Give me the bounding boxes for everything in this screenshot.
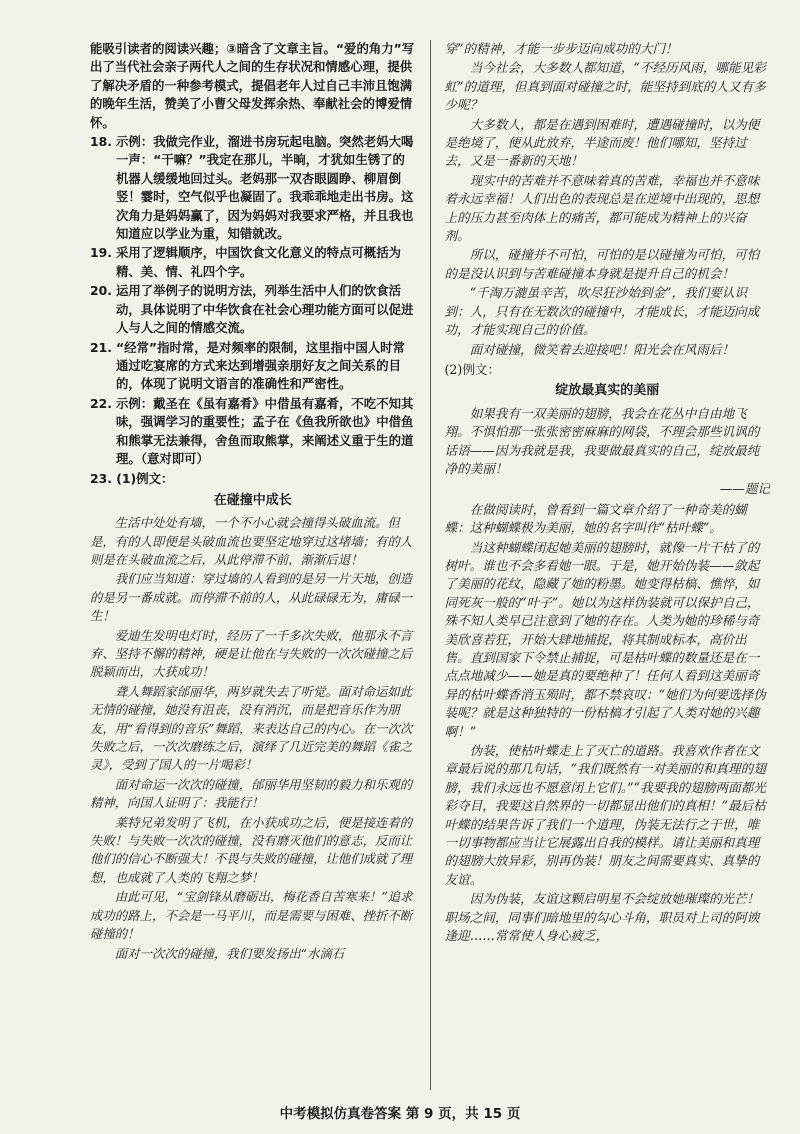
answer-text: 采用了逻辑顺序，中国饮食文化意义的特点可概括为精、美、情、礼四个字。 [116, 245, 401, 279]
essay-paragraph: 所以，碰撞并不可怕，可怕的是以碰撞为可怕，可怕的是没认识到与苦难碰撞本身就是提升自己的机会！ [444, 247, 760, 281]
answer-20 [90, 282, 416, 337]
answer-page [90, 40, 770, 1090]
answer-number: 20. [90, 283, 112, 299]
answer-number: 19. [90, 245, 112, 261]
answer-text: “经常”指时常，是对频率的限制，这里指中国人时常通过吃宴席的方式来达到增强亲朋好友之间关系的目的，体现了说明文语言的准确性和严密性。 [116, 339, 405, 392]
essay-paragraph: 生活中处处有墙，一个不小心就会撞得头破血流。但是，有的人即便是头破血流也要坚定地穿过这堵墙；有的人则是在头破血流之后，从此停滞不前，渐渐后退！ [90, 515, 413, 567]
essay-paragraph: 当这种蝴蝶闭起她美丽的翅膀时，就像一片干枯了的树叶。谁也不会多看她一眼。于是，她开始伪装——敛起了美丽的花纹，隐藏了她的粉墨。她变得枯槁、憔悴，如同死灰一般的“叶子”。她以为这样伪装就可以保护自己，殊不知人类早已注意到了她的存在。人类为她的珍稀与奇美欣喜若狂，开始大肆地捕捉，将其制成标本，高价出售。直到国家下令禁止捕捉，可是枯叶蝶的数量还是在一点点地减少——她是真的要绝种了！任何人看到这美丽奇异的枯叶蝶香消玉殒时，都不禁哀叹：“她们为何要选择伪装呢？就是这种独特的一份枯槁才引起了人类对她的兴趣啊！” [444, 539, 766, 739]
answer-text: 示例：戴圣在《虽有嘉肴》中借虽有嘉肴，不吃不知其味，强调学习的重要性；孟子在《鱼我所欲也》中借鱼和熊掌无法兼得，舍鱼而取熊掌，来阐述义重于生的道理。（意对即可） [116, 395, 414, 466]
essay2-inscription: 如果我有一双美丽的翅膀，我会在花丛中自由地飞翔。不惧怕那一张张密密麻麻的网袋，不理会那些讥讽的话语——因为我就是我，我要做最真实的自己，绽放最纯净的美丽！ [444, 405, 760, 476]
answer-number: 18. [90, 134, 112, 150]
essay-paragraph: 莱特兄弟发明了飞机，在小获成功之后，便是接连着的失败！与失败一次次的碰撞，没有磨灭他们的意志，反而让他们的信心不断强大！不畏与失败的碰撞，让他们成就了理想，也成就了人类的飞翔之梦！ [90, 814, 413, 885]
essay-paragraph: 我们应当知道：穿过墙的人看到的是另一片天地，创造的是另一番成就。而停滞不前的人，从此碌碌无为，庸碌一生！ [90, 571, 413, 624]
essay-paragraph: 当今社会，大多数人都知道，“不经历风雨，哪能见彩虹”的道理，但真到面对碰撞之时，能坚持到底的人又有多少呢？ [444, 60, 766, 113]
answer-text: 运用了举例子的说明方法，列举生活中人们的饮食活动，具体说明了中华饮食在社会心理功能方面可以促进人与人之间的情感交流。 [116, 283, 414, 336]
answer-18 [90, 133, 416, 243]
essay-paragraph: 面对碰撞，微笑着去迎接吧！阳光会在风雨后！ [469, 341, 735, 357]
essay1-title: 在碰撞中成长 [213, 492, 292, 508]
essay2-title: 绽放最真实的美丽 [555, 383, 660, 399]
essay-paragraph: 大多数人，都是在遇到困难时，遭遇碰撞时，以为便是绝境了，便从此放弃，半途而废！他们哪知，坚持过去，又是一番新的天地！ [444, 116, 760, 169]
essay-paragraph: 爱迪生发明电灯时，经历了一千多次失败，他那永不言弃、坚持不懈的精神，硬是让他在与失败的一次次碰撞之后脱颖而出，大获成功！ [90, 627, 413, 680]
essay-paragraph: 在做阅读时，曾看到一篇文章介绍了一种奇美的蝴蝶：这种蝴蝶极为美丽，她的名字叫作“枯叶蝶”。 [444, 501, 747, 536]
essay-paragraph: “千淘万漉虽辛苦，吹尽狂沙始到金”，我们要认识到：人，只有在无数次的碰撞中，才能成长，才能迈向成功，才能实现自己的价值。 [444, 285, 760, 338]
answer-21 [90, 339, 416, 394]
essay-paragraph: 面对命运一次次的碰撞，邰丽华用坚韧的毅力和乐观的精神，向国人证明了：我能行！ [90, 776, 413, 811]
essay-paragraph: 面对一次次的碰撞，我们要发扬出“水滴石 [114, 945, 345, 961]
essay-paragraph: 聋人舞蹈家邰丽华，两岁就失去了听觉。面对命运如此无情的碰撞，她没有沮丧，没有消沉，而是把音乐作为朋友，用“看得到的音乐”舞蹈，来表达自己的内心。在一次次失败之后，一次次磨练之后，演绎了几近完美的舞蹈《雀之灵》，受到了国人的一片喝彩！ [90, 683, 413, 773]
answer-number: 22. [90, 395, 112, 411]
q23-2-example-label: (2)例文： [444, 361, 501, 377]
q23-example-label: 23. (1)例文： [90, 471, 174, 487]
page-footer: 中考模拟仿真卷答案 第 9 页，共 15 页 [279, 1106, 521, 1122]
answer-text: 示例：我做完作业，溜进书房玩起电脑。突然老妈大喝一声：“干嘛？”我定在那儿，半晌，才犹如生锈了的机器人缓缓地回过头。老妈那一双杏眼圆睁、柳眉倒竖！霎时，空气似乎也凝固了。我乖乖地走出书房。这次角力是妈妈赢了，因为妈妈对我要求严格，并且我也知道应以学业为重，知错就改。 [116, 134, 414, 242]
right-column [445, 40, 771, 1090]
essay-paragraph: 现实中的苦难并不意味着真的苦难，幸福也并不意味着永远幸福！人们出色的表现总是在逆境中出现的，思想上的压力甚至肉体上的痛苦，都可能成为精神上的兴奋剂。 [444, 172, 760, 244]
essay-paragraph: 因为伪装，友谊这颗启明星不会绽放她璀璨的光芒！职场之间，同事们暗地里的勾心斗角，职员对上司的阿谀逢迎……常常使人身心疲乏， [444, 891, 760, 944]
answer-number: 21. [90, 339, 112, 355]
answer-19 [90, 244, 416, 281]
left-column [90, 40, 416, 1090]
essay-paragraph: 由此可见，“宝剑锋从磨砺出，梅花香自苦寒来！”追求成功的路上，不会是一马平川，而是需要与困难、挫折不断碰撞的！ [90, 889, 413, 942]
answer-22 [90, 395, 416, 469]
inscription-label: ——题记 [719, 481, 771, 497]
essay-paragraph: 伪装，使枯叶蝶走上了灭亡的道路。我喜欢作者在文章最后说的那几句话，“我们既然有一对美丽的和真理的翅膀，我们永远也不愿意闭上它们。”“我要我的翅膀两面都光彩夺目，我要这自然界的一切都显出他们的真相！”最后枯叶蝶的结果告诉了我们一个道理，伪装无法行之于世，唯一切事物都应当让它展露出自我的模样。请让美丽和真理的翅膀大放异彩，别再伪装！朋友之间需要真实、真挚的友谊。 [444, 743, 766, 887]
column-divider [430, 40, 431, 1090]
q17-continuation: 能吸引读者的阅读兴趣；③暗含了文章主旨。“爱的角力”写出了当代社会亲子两代人之间的生存状况和情感心理，提供了解决矛盾的一种参考模式，提倡老年人过自己丰沛且饱满的晚年生活，赞美了小曹父母发挥余热、奉献社会的博爱情怀。 [90, 41, 415, 130]
essay-paragraph: 穿”的精神，才能一步步迈向成功的大门！ [444, 41, 678, 56]
essay1-body [90, 514, 416, 963]
